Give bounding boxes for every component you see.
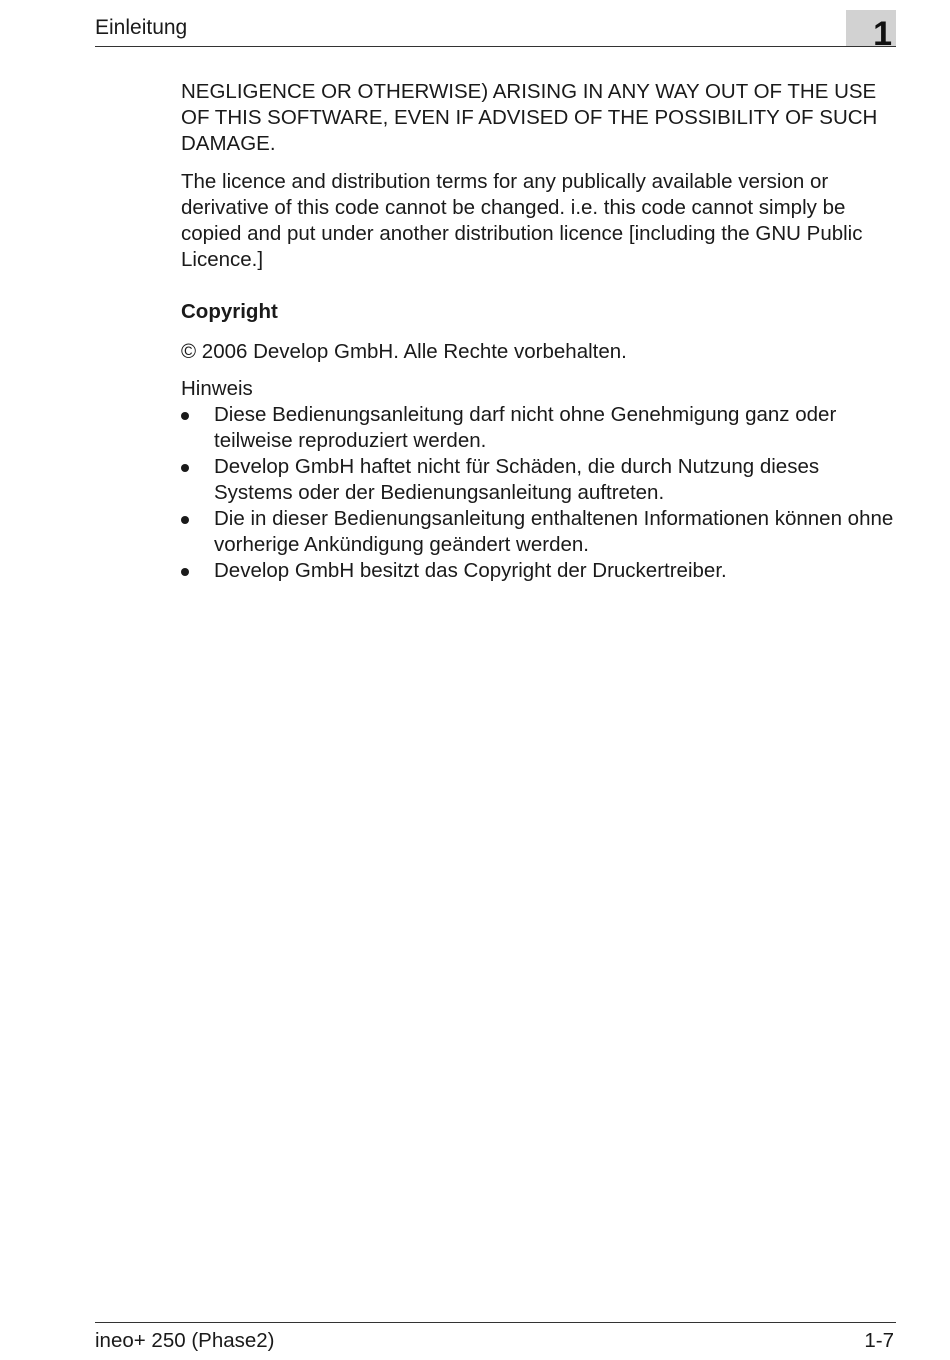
page-header xyxy=(95,12,896,53)
list-item xyxy=(181,402,894,454)
page-number: 1-7 xyxy=(864,1329,894,1352)
bullet-icon xyxy=(181,568,189,576)
chapter-number: 1 xyxy=(873,15,892,53)
copyright-notice: © 2006 Develop GmbH. Alle Rechte vorbehalten. xyxy=(181,340,627,363)
hinweis-label: Hinweis xyxy=(181,377,253,400)
bullet-icon xyxy=(181,412,189,420)
page-footer xyxy=(95,1322,896,1352)
list-item-text: Develop GmbH haftet nicht für Schäden, die durch Nutzung dieses Systems oder der Bedienungsanleitung auftreten. xyxy=(214,455,820,504)
hinweis-list xyxy=(181,402,894,584)
negligence-paragraph: NEGLIGENCE OR OTHERWISE) ARISING IN ANY WAY OUT OF THE USE OF THIS SOFTWARE, EVEN IF ADVISED OF THE POSSIBILITY OF SUCH DAMAGE. xyxy=(181,80,878,155)
bullet-icon xyxy=(181,464,189,472)
list-item xyxy=(181,506,894,558)
list-item-text: Die in dieser Bedienungsanleitung enthaltenen Informationen können ohne vorherige Ankündigung geändert werden. xyxy=(214,507,894,556)
manual-title: ineo+ 250 (Phase2) xyxy=(95,1329,275,1352)
copyright-heading: Copyright xyxy=(181,300,278,323)
bullet-icon xyxy=(181,516,189,524)
page-content xyxy=(181,79,894,584)
list-item-text: Develop GmbH besitzt das Copyright der Druckertreiber. xyxy=(214,559,727,582)
list-item-text: Diese Bedienungsanleitung darf nicht ohne Genehmigung ganz oder teilweise reproduziert werden. xyxy=(214,403,837,452)
section-title: Einleitung xyxy=(95,16,188,39)
licence-paragraph: The licence and distribution terms for any publically available version or derivative of this code cannot be changed. i.e. this code cannot simply be copied and put under another distribution licence [including the GNU Public Licence.] xyxy=(181,170,863,271)
list-item xyxy=(181,558,894,584)
list-item xyxy=(181,454,894,506)
